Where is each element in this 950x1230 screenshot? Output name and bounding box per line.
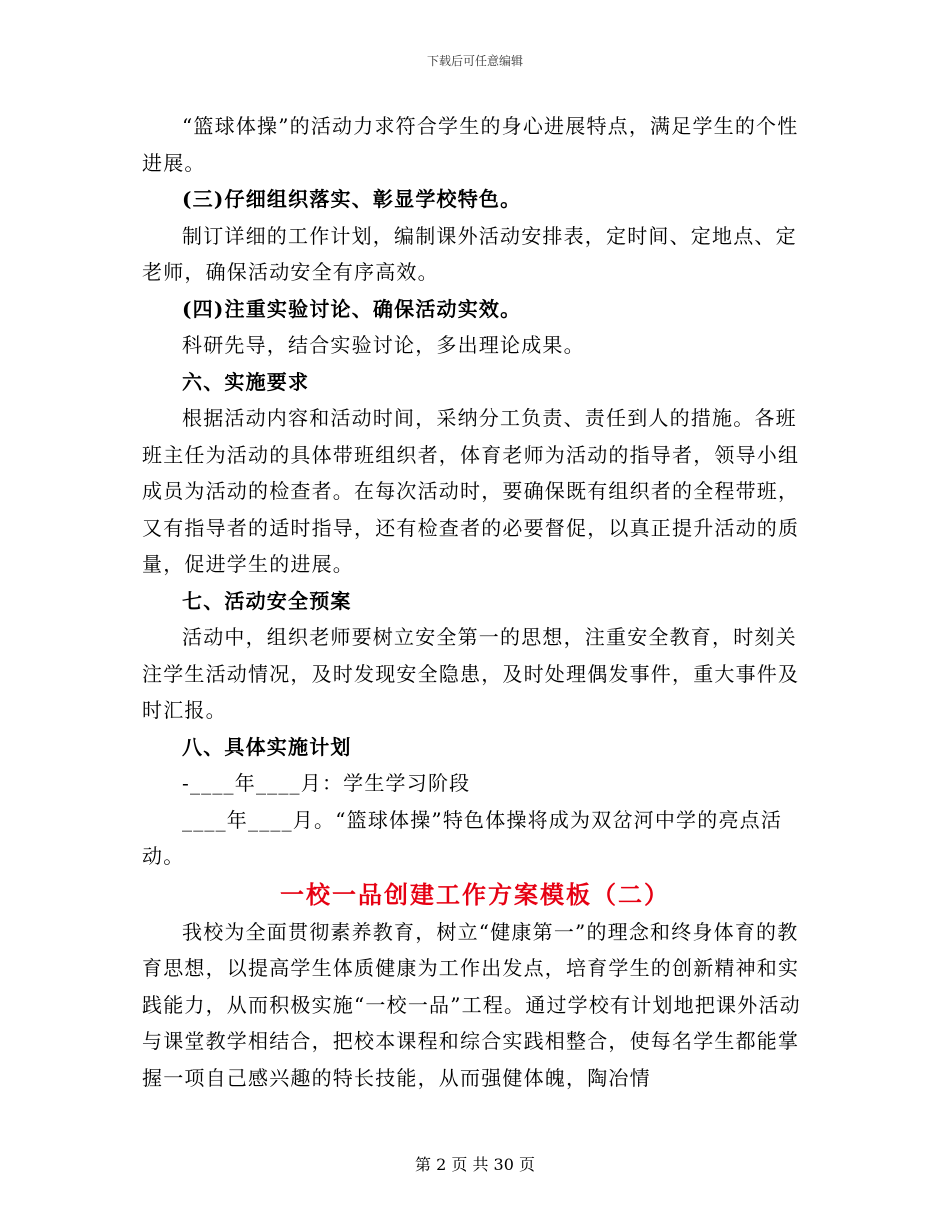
page-header-note: 下载后可任意编辑 [426,54,523,68]
heading-requirements: 六、实施要求 [182,369,310,394]
document-body [142,108,808,1096]
paragraph-requirements: 根据活动内容和活动时间，采纳分工负责、责任到人的措施。各班班主任为活动的具体带班组织者，体育老师为活动的指导者，领导小组成员为活动的检查者。在每次活动时，要确保既有组织者的全程带班，又有指导者的适时指导，还有检查者的必要督促，以真正提升活动的质量，促进学生的进展。 [142,406,800,576]
heading-organize: (三)仔细组织落实、彰显学校特色。 [182,187,522,211]
section-title: 一校一品创建工作方案模板（二） [280,879,670,909]
paragraph-intro: 我校为全面贯彻素养教育，树立“健康第一”的理念和终身体育的教育思想，以提高学生体质健康为工作出发点，培育学生的创新精神和实践能力，从而积极实施“一校一品”工程。通过学校有计划地把课外活动与课堂教学相结合，把校本课程和综合实践相整合，使每名学生都能掌握一项自己感兴趣的特长技能，从而强健体魄，陶冶情 [142,919,801,1090]
page-number: 第 2 页 共 30 页 [415,1155,535,1174]
paragraph-activity-goal: “篮球体操”的活动力求符合学生的身心进展特点，满足学生的个性进展。 [142,114,799,175]
heading-experiment: (四)注重实验讨论、确保活动实效。 [182,296,522,321]
paragraph-safety: 活动中，组织老师要树立安全第一的思想，注重安全教育，时刻关注学生活动情况，及时发现安全隐患，及时处理偶发事件，重大事件及时汇报。 [142,625,800,722]
paragraph-schedule-2: ____年____月。“篮球体操”特色体操将成为双岔河中学的亮点活动。 [142,807,783,868]
paragraph-schedule-1: -____年____月：学生学习阶段 [182,771,471,795]
paragraph-work-plan: 制订详细的工作计划，编制课外活动安排表，定时间、定地点、定老师，确保活动安全有序高效。 [142,223,797,284]
paragraph-research: 科研先导，结合实验讨论，多出理论成果。 [182,333,585,357]
heading-implementation: 八、具体实施计划 [182,734,352,759]
heading-safety-plan: 七、活动安全预案 [182,588,352,613]
